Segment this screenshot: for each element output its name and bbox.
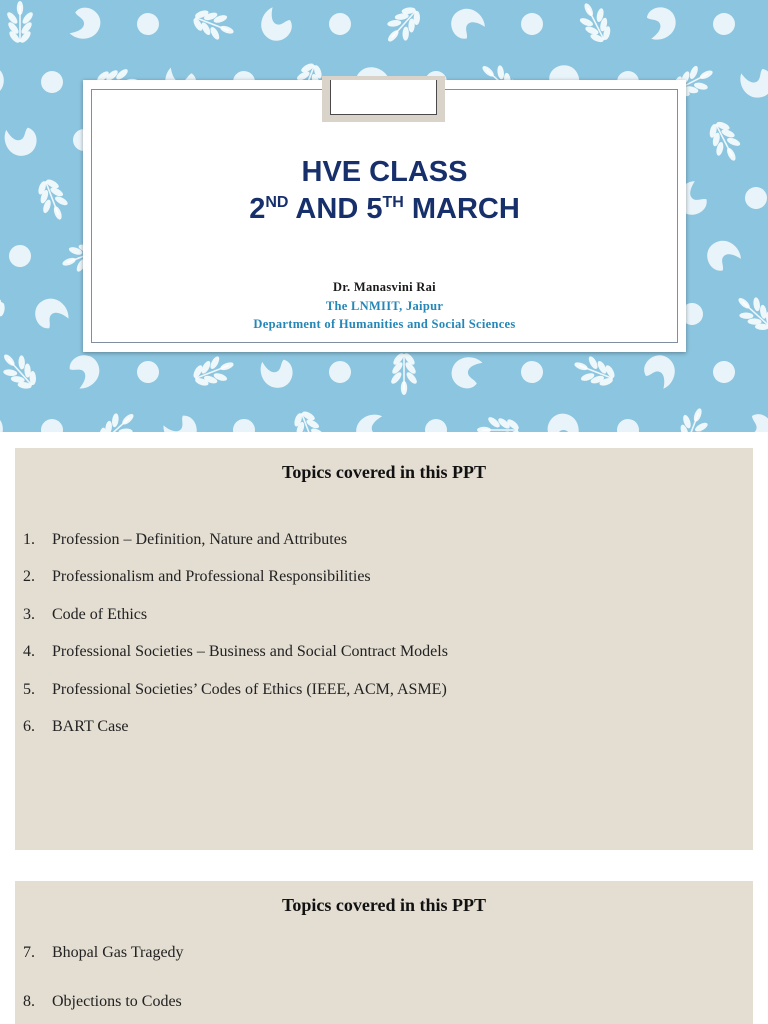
leaf-sprig-shape — [188, 3, 239, 46]
topic-item: 7. Bhopal Gas Tragedy — [23, 944, 184, 961]
department-name: Department of Humanities and Social Sciences — [253, 317, 516, 331]
author-name: Dr. Manasvini Rai — [333, 280, 436, 294]
topic-item: 6. BART Case — [23, 718, 129, 735]
leaf-sprig-shape — [31, 174, 74, 225]
leaf-sprig-shape — [729, 288, 768, 339]
leaf-sprig-shape — [389, 352, 418, 395]
leaf-sprig-shape — [0, 289, 13, 340]
leaf-sprig-shape — [91, 404, 143, 432]
title-line-2: 2ND AND 5TH MARCH — [249, 193, 520, 225]
dot-shape — [708, 8, 739, 39]
paisley-shape — [735, 409, 768, 432]
topic-item: 3. Code of Ethics — [23, 606, 148, 623]
paisley-shape — [0, 62, 7, 102]
leaf-sprig-shape — [763, 345, 768, 397]
paisley-shape — [0, 408, 9, 432]
leaf-sprig-shape — [702, 115, 748, 167]
dot-shape — [328, 12, 352, 36]
dot-shape — [39, 417, 65, 432]
paisley-shape — [542, 408, 586, 432]
leaf-sprig-shape — [569, 350, 620, 393]
dot-shape — [517, 9, 546, 38]
slide-heading: Topics covered in this PPT — [281, 462, 487, 482]
leaf-sprig-shape — [188, 350, 239, 393]
dot-shape — [421, 415, 452, 432]
dot-shape — [5, 241, 35, 271]
topic-item: 5. Professional Societies’ Codes of Ethics (IEEE, ACM, ASME) — [23, 681, 447, 698]
leaf-sprig-shape — [573, 0, 619, 49]
dot-shape — [37, 67, 68, 98]
paisley-shape — [256, 354, 296, 391]
leaf-sprig-shape — [0, 345, 45, 397]
leaf-sprig-shape — [5, 1, 34, 44]
paisley-shape — [69, 354, 101, 389]
title-line-1: HVE CLASS — [301, 156, 468, 188]
paisley-shape — [705, 238, 743, 273]
dot-shape — [229, 415, 259, 432]
topic-item: 8. Objections to Codes — [23, 993, 182, 1010]
dot-shape — [712, 360, 736, 384]
paisley-shape — [254, 3, 296, 47]
leaf-sprig-shape — [287, 406, 330, 432]
presentation-title — [83, 154, 686, 228]
dot-shape — [741, 183, 768, 212]
paisley-shape — [163, 415, 198, 432]
paisley-shape — [34, 297, 69, 329]
binder-clip-decoration — [322, 76, 445, 122]
topic-item: 1. Profession – Definition, Nature and Attributes — [23, 531, 348, 548]
paisley-shape — [737, 65, 768, 100]
paisley-shape — [643, 5, 678, 43]
dot-shape — [134, 10, 161, 37]
title-card — [83, 80, 686, 352]
paisley-shape — [63, 2, 106, 46]
dot-shape — [0, 183, 3, 213]
topic-item: 2. Professionalism and Professional Responsibilities — [23, 568, 371, 585]
author-block — [83, 278, 686, 334]
dot-shape — [133, 357, 163, 387]
paisley-shape — [639, 350, 681, 394]
topics-slide-2 — [15, 881, 753, 1024]
leaf-sprig-shape — [378, 0, 429, 51]
slide-heading: Topics covered in this PPT — [281, 895, 487, 915]
dot-shape — [518, 358, 545, 385]
paisley-shape — [0, 122, 40, 159]
topic-item: 4. Professional Societies – Business and Social Contract Models — [23, 643, 448, 660]
topics-slide-1 — [15, 448, 753, 850]
paisley-shape — [449, 6, 487, 41]
paisley-shape — [446, 350, 489, 394]
title-slide — [0, 0, 768, 432]
institution-name: The LNMIIT, Jaipur — [325, 298, 444, 313]
dot-shape — [614, 416, 641, 432]
leaf-sprig-shape — [671, 403, 714, 432]
leaf-sprig-shape — [477, 415, 520, 432]
paisley-shape — [353, 410, 390, 432]
dot-shape — [325, 357, 356, 388]
